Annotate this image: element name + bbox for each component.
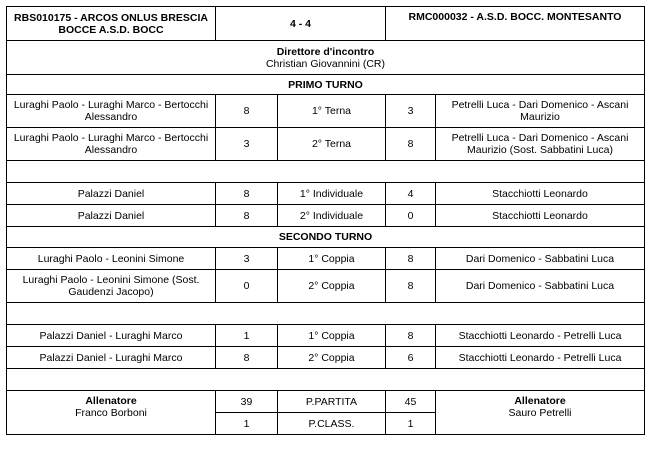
table-row bbox=[7, 183, 645, 205]
game-type: 2° Coppia bbox=[278, 270, 386, 303]
table-row bbox=[7, 325, 645, 347]
away-coach-name: Sauro Petrelli bbox=[508, 407, 572, 419]
spacer-row bbox=[7, 369, 645, 391]
home-coach-label: Allenatore bbox=[85, 395, 137, 407]
home-players: Luraghi Paolo - Luraghi Marco - Bertocchi Alessandro bbox=[7, 128, 216, 161]
primo-turno-title: PRIMO TURNO bbox=[7, 75, 645, 95]
away-players: Dari Domenico - Sabbatini Luca bbox=[436, 270, 645, 303]
table-row bbox=[7, 128, 645, 161]
table-row bbox=[7, 95, 645, 128]
home-score: 8 bbox=[216, 205, 278, 227]
away-score: 0 bbox=[386, 205, 436, 227]
secondo-turno-header bbox=[7, 227, 645, 248]
table-row bbox=[7, 205, 645, 227]
game-type: 1° Terna bbox=[278, 95, 386, 128]
away-score: 4 bbox=[386, 183, 436, 205]
away-players: Dari Domenico - Sabbatini Luca bbox=[436, 248, 645, 270]
away-score: 8 bbox=[386, 325, 436, 347]
director-label: Direttore d'incontro bbox=[276, 45, 375, 58]
home-team-name: RBS010175 - ARCOS ONLUS BRESCIA BOCCE A.S.D. BOCC bbox=[7, 7, 216, 41]
away-coach bbox=[436, 391, 645, 435]
away-score: 8 bbox=[386, 248, 436, 270]
p-class-label: P.CLASS. bbox=[278, 413, 386, 435]
match-score: 4 - 4 bbox=[216, 7, 386, 41]
table-row bbox=[7, 347, 645, 369]
director-name: Christian Giovannini (CR) bbox=[265, 57, 386, 70]
game-type: 2° Coppia bbox=[278, 347, 386, 369]
home-score: 3 bbox=[216, 128, 278, 161]
home-score: 8 bbox=[216, 95, 278, 128]
away-players: Stacchiotti Leonardo bbox=[436, 183, 645, 205]
footer-row-partita bbox=[7, 391, 645, 413]
home-players: Palazzi Daniel bbox=[7, 183, 216, 205]
away-players: Stacchiotti Leonardo - Petrelli Luca bbox=[436, 347, 645, 369]
table-row bbox=[7, 248, 645, 270]
away-players: Petrelli Luca - Dari Domenico - Ascani Maurizio (Sost. Sabbatini Luca) bbox=[436, 128, 645, 161]
away-p-class: 1 bbox=[386, 413, 436, 435]
away-coach-label: Allenatore bbox=[514, 395, 566, 407]
match-report bbox=[6, 6, 645, 435]
away-score: 8 bbox=[386, 128, 436, 161]
away-score: 8 bbox=[386, 270, 436, 303]
home-coach bbox=[7, 391, 216, 435]
match-report-table bbox=[6, 6, 645, 435]
spacer-row bbox=[7, 303, 645, 325]
home-players: Luraghi Paolo - Leonini Simone (Sost. Gaudenzi Jacopo) bbox=[7, 270, 216, 303]
home-score: 3 bbox=[216, 248, 278, 270]
table-row bbox=[7, 270, 645, 303]
away-p-partita: 45 bbox=[386, 391, 436, 413]
spacer-row bbox=[7, 161, 645, 183]
secondo-turno-title: SECONDO TURNO bbox=[7, 227, 645, 248]
header-row bbox=[7, 7, 645, 41]
p-partita-label: P.PARTITA bbox=[278, 391, 386, 413]
away-players: Stacchiotti Leonardo - Petrelli Luca bbox=[436, 325, 645, 347]
home-players: Palazzi Daniel - Luraghi Marco bbox=[7, 347, 216, 369]
away-score: 3 bbox=[386, 95, 436, 128]
home-score: 8 bbox=[216, 347, 278, 369]
home-score: 0 bbox=[216, 270, 278, 303]
home-players: Luraghi Paolo - Leonini Simone bbox=[7, 248, 216, 270]
home-coach-name: Franco Borboni bbox=[75, 407, 147, 419]
game-type: 2° Individuale bbox=[278, 205, 386, 227]
game-type: 1° Coppia bbox=[278, 248, 386, 270]
game-type: 2° Terna bbox=[278, 128, 386, 161]
away-players: Petrelli Luca - Dari Domenico - Ascani Maurizio bbox=[436, 95, 645, 128]
home-score: 1 bbox=[216, 325, 278, 347]
home-players: Palazzi Daniel bbox=[7, 205, 216, 227]
home-score: 8 bbox=[216, 183, 278, 205]
home-players: Palazzi Daniel - Luraghi Marco bbox=[7, 325, 216, 347]
game-type: 1° Individuale bbox=[278, 183, 386, 205]
game-type: 1° Coppia bbox=[278, 325, 386, 347]
home-p-class: 1 bbox=[216, 413, 278, 435]
away-score: 6 bbox=[386, 347, 436, 369]
director-row bbox=[7, 41, 645, 75]
away-players: Stacchiotti Leonardo bbox=[436, 205, 645, 227]
home-players: Luraghi Paolo - Luraghi Marco - Bertocchi Alessandro bbox=[7, 95, 216, 128]
primo-turno-header bbox=[7, 75, 645, 95]
away-team-name: RMC000032 - A.S.D. BOCC. MONTESANTO bbox=[386, 7, 645, 41]
home-p-partita: 39 bbox=[216, 391, 278, 413]
